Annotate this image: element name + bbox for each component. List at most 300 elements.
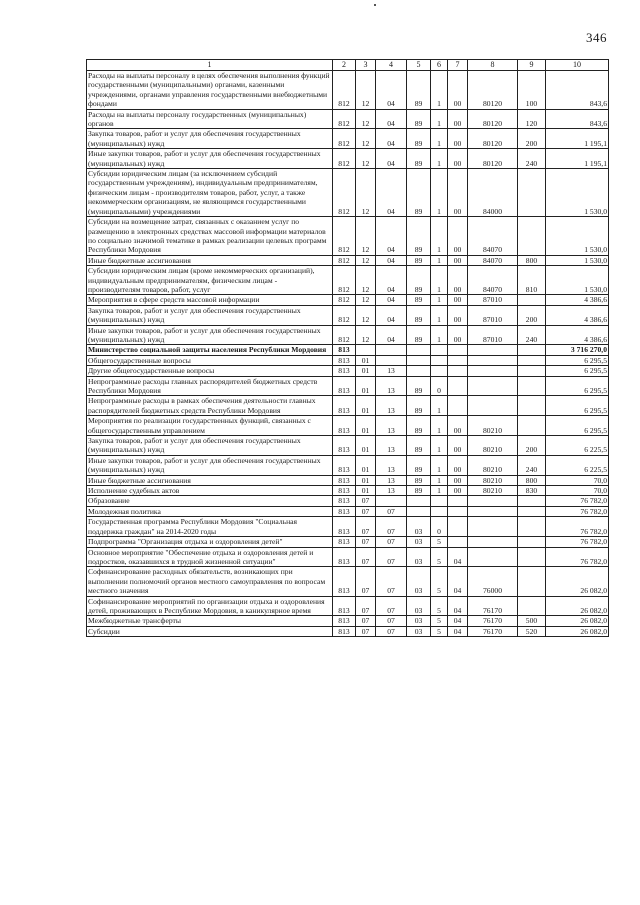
- code-event: [448, 376, 468, 396]
- item-name: Субсидии на возмещение затрат, связанных с оказанием услуг по размещению в электронных средствах массовой информации материалов по социально значимой тематике в рамках реализации целевых программ Республики Мордовия: [87, 217, 333, 256]
- col-header: 9: [518, 60, 546, 71]
- code-direction: 76170: [468, 596, 518, 616]
- code-ministry: 812: [333, 255, 356, 265]
- code-program: 03: [407, 547, 431, 567]
- code-section: 01: [356, 376, 376, 396]
- col-header: 7: [448, 60, 468, 71]
- item-name: Мероприятия в сфере средств массовой информации: [87, 295, 333, 305]
- code-ministry: 812: [333, 325, 356, 345]
- code-event: 00: [448, 169, 468, 217]
- code-ministry: 812: [333, 305, 356, 325]
- code-program: 89: [407, 325, 431, 345]
- code-direction: 80210: [468, 475, 518, 485]
- amount: 3 716 270,0: [546, 345, 609, 355]
- code-subprogram: 1: [431, 129, 448, 149]
- code-direction: 76170: [468, 616, 518, 626]
- amount: 1 530,0: [546, 255, 609, 265]
- code-ministry: 812: [333, 266, 356, 295]
- table-row: [87, 255, 609, 265]
- code-subprogram: 1: [431, 436, 448, 456]
- code-program: [407, 345, 431, 355]
- code-event: 00: [448, 149, 468, 169]
- code-section: 07: [356, 506, 376, 516]
- code-ministry: 813: [333, 396, 356, 416]
- code-direction: 84070: [468, 255, 518, 265]
- code-section: 12: [356, 325, 376, 345]
- code-subprogram: 5: [431, 616, 448, 626]
- item-name: Иные закупки товаров, работ и услуг для обеспечения государственных (муниципальных) нужд: [87, 455, 333, 475]
- item-name: Мероприятия по реализации государственных функций, связанных с общегосударственным управлением: [87, 416, 333, 436]
- code-subsection: 07: [376, 567, 407, 596]
- amount: 6 225,5: [546, 436, 609, 456]
- amount: 1 195,1: [546, 149, 609, 169]
- code-program: 89: [407, 295, 431, 305]
- code-program: 89: [407, 217, 431, 256]
- code-program: 89: [407, 416, 431, 436]
- code-direction: 80210: [468, 436, 518, 456]
- code-direction: 80120: [468, 71, 518, 110]
- code-subprogram: 1: [431, 305, 448, 325]
- code-section: 07: [356, 537, 376, 547]
- col-header: 2: [333, 60, 356, 71]
- code-expense-type: [518, 506, 546, 516]
- code-subprogram: 1: [431, 416, 448, 436]
- table-row: [87, 149, 609, 169]
- item-name: Молодежная политика: [87, 506, 333, 516]
- code-direction: [468, 396, 518, 416]
- code-program: [407, 496, 431, 506]
- code-program: 89: [407, 455, 431, 475]
- item-name: Исполнение судебных актов: [87, 486, 333, 496]
- code-section: 01: [356, 455, 376, 475]
- amount: 843,6: [546, 71, 609, 110]
- code-section: 12: [356, 129, 376, 149]
- code-ministry: 813: [333, 596, 356, 616]
- table-row: [87, 496, 609, 506]
- code-ministry: 812: [333, 169, 356, 217]
- code-subprogram: [431, 366, 448, 376]
- code-subsection: 07: [376, 547, 407, 567]
- code-subsection: 04: [376, 129, 407, 149]
- code-program: 03: [407, 517, 431, 537]
- table-row: [87, 71, 609, 110]
- code-expense-type: [518, 295, 546, 305]
- col-header: 4: [376, 60, 407, 71]
- code-subprogram: 0: [431, 376, 448, 396]
- code-subsection: 13: [376, 416, 407, 436]
- code-event: [448, 517, 468, 537]
- code-direction: 80120: [468, 109, 518, 129]
- code-program: 89: [407, 169, 431, 217]
- item-name: Расходы на выплаты персоналу в целях обеспечения выполнения функций государственными (муниципальными) органами, казенными учреждениями, органами управления государственными внебюджетными фондами: [87, 71, 333, 110]
- code-ministry: 813: [333, 506, 356, 516]
- amount: 76 782,0: [546, 517, 609, 537]
- code-expense-type: [518, 567, 546, 596]
- amount: 1 530,0: [546, 266, 609, 295]
- item-name: Государственная программа Республики Мордовия "Социальная поддержка граждан" на 2014-2020 годы: [87, 517, 333, 537]
- code-ministry: 812: [333, 149, 356, 169]
- code-event: 00: [448, 455, 468, 475]
- code-ministry: 813: [333, 567, 356, 596]
- table-row: [87, 626, 609, 636]
- code-expense-type: 810: [518, 266, 546, 295]
- code-expense-type: [518, 396, 546, 416]
- code-direction: 84070: [468, 266, 518, 295]
- code-ministry: 813: [333, 355, 356, 365]
- code-ministry: 813: [333, 376, 356, 396]
- code-section: 12: [356, 266, 376, 295]
- amount: 26 082,0: [546, 616, 609, 626]
- table-row: [87, 129, 609, 149]
- code-subsection: 13: [376, 366, 407, 376]
- amount: 26 082,0: [546, 626, 609, 636]
- table-row: [87, 436, 609, 456]
- code-ministry: 813: [333, 616, 356, 626]
- code-direction: [468, 345, 518, 355]
- code-section: 01: [356, 366, 376, 376]
- item-name: Субсидии: [87, 626, 333, 636]
- code-event: 00: [448, 436, 468, 456]
- code-ministry: 813: [333, 455, 356, 475]
- code-event: 00: [448, 129, 468, 149]
- table-row: [87, 567, 609, 596]
- item-name: Иные бюджетные ассигнования: [87, 255, 333, 265]
- code-subsection: 13: [376, 436, 407, 456]
- col-header: 1: [87, 60, 333, 71]
- code-ministry: 812: [333, 129, 356, 149]
- code-program: 89: [407, 109, 431, 129]
- code-subsection: 04: [376, 71, 407, 110]
- code-subsection: 04: [376, 305, 407, 325]
- code-event: [448, 496, 468, 506]
- code-section: 07: [356, 517, 376, 537]
- code-subsection: 13: [376, 396, 407, 416]
- code-direction: 80210: [468, 486, 518, 496]
- code-subsection: [376, 345, 407, 355]
- code-subprogram: 1: [431, 396, 448, 416]
- amount: 76 782,0: [546, 547, 609, 567]
- code-subsection: 07: [376, 626, 407, 636]
- code-subsection: 04: [376, 295, 407, 305]
- table-row: [87, 355, 609, 365]
- code-section: [356, 345, 376, 355]
- code-expense-type: [518, 517, 546, 537]
- header-row: [87, 60, 609, 71]
- code-section: 12: [356, 71, 376, 110]
- code-expense-type: 800: [518, 255, 546, 265]
- code-subprogram: 0: [431, 517, 448, 537]
- table-row: [87, 305, 609, 325]
- code-ministry: 813: [333, 547, 356, 567]
- amount: 1 195,1: [546, 129, 609, 149]
- code-expense-type: 240: [518, 455, 546, 475]
- amount: 4 386,6: [546, 295, 609, 305]
- code-expense-type: [518, 366, 546, 376]
- code-subprogram: 5: [431, 537, 448, 547]
- code-section: 01: [356, 355, 376, 365]
- table-row: [87, 295, 609, 305]
- code-direction: 84000: [468, 169, 518, 217]
- code-program: 03: [407, 596, 431, 616]
- code-direction: [468, 496, 518, 506]
- code-section: 07: [356, 626, 376, 636]
- code-program: 89: [407, 71, 431, 110]
- code-subprogram: 1: [431, 475, 448, 485]
- code-subsection: [376, 496, 407, 506]
- code-subsection: 07: [376, 616, 407, 626]
- code-section: 07: [356, 596, 376, 616]
- amount: 1 530,0: [546, 217, 609, 256]
- code-program: [407, 506, 431, 516]
- code-program: 89: [407, 255, 431, 265]
- code-subprogram: [431, 496, 448, 506]
- table-row: [87, 325, 609, 345]
- code-direction: 87010: [468, 305, 518, 325]
- code-section: 07: [356, 616, 376, 626]
- code-subsection: 04: [376, 217, 407, 256]
- code-program: 89: [407, 475, 431, 485]
- code-section: 07: [356, 496, 376, 506]
- code-expense-type: 800: [518, 475, 546, 485]
- code-subprogram: 1: [431, 325, 448, 345]
- code-section: 01: [356, 475, 376, 485]
- code-event: [448, 345, 468, 355]
- code-event: 00: [448, 486, 468, 496]
- table-row: [87, 547, 609, 567]
- code-section: 12: [356, 255, 376, 265]
- code-direction: [468, 517, 518, 537]
- table-row: [87, 517, 609, 537]
- code-subprogram: 1: [431, 169, 448, 217]
- code-direction: [468, 547, 518, 567]
- code-event: 00: [448, 475, 468, 485]
- code-expense-type: [518, 416, 546, 436]
- table-row: [87, 217, 609, 256]
- code-program: [407, 355, 431, 365]
- item-name: Министерство социальной защиты населения Республики Мордовия: [87, 345, 333, 355]
- code-expense-type: 200: [518, 436, 546, 456]
- code-ministry: 812: [333, 217, 356, 256]
- code-subprogram: [431, 345, 448, 355]
- amount: 6 295,5: [546, 416, 609, 436]
- code-expense-type: [518, 547, 546, 567]
- code-program: 89: [407, 376, 431, 396]
- code-expense-type: 100: [518, 71, 546, 110]
- code-section: 12: [356, 305, 376, 325]
- code-subprogram: [431, 355, 448, 365]
- code-section: 01: [356, 416, 376, 436]
- code-ministry: 813: [333, 517, 356, 537]
- code-program: 89: [407, 149, 431, 169]
- code-expense-type: [518, 217, 546, 256]
- amount: 70,0: [546, 475, 609, 485]
- amount: 70,0: [546, 486, 609, 496]
- code-ministry: 813: [333, 475, 356, 485]
- item-name: Непрограммные расходы главных распорядителей бюджетных средств Республики Мордовия: [87, 376, 333, 396]
- amount: 6 295,5: [546, 376, 609, 396]
- code-direction: 80120: [468, 129, 518, 149]
- code-subsection: 04: [376, 255, 407, 265]
- code-program: 89: [407, 266, 431, 295]
- amount: 6 295,5: [546, 396, 609, 416]
- col-header: 6: [431, 60, 448, 71]
- code-subsection: 04: [376, 149, 407, 169]
- code-subprogram: 1: [431, 71, 448, 110]
- item-name: Софинансирование мероприятий по организации отдыха и оздоровления детей, проживающих в Республике Мордовия, в каникулярное время: [87, 596, 333, 616]
- code-event: 04: [448, 616, 468, 626]
- amount: 843,6: [546, 109, 609, 129]
- col-header: 10: [546, 60, 609, 71]
- code-direction: 87010: [468, 325, 518, 345]
- code-ministry: 813: [333, 436, 356, 456]
- code-ministry: 813: [333, 345, 356, 355]
- code-expense-type: 200: [518, 129, 546, 149]
- item-name: Иные закупки товаров, работ и услуг для обеспечения государственных (муниципальных) нужд: [87, 149, 333, 169]
- col-header: 3: [356, 60, 376, 71]
- item-name: Иные бюджетные ассигнования: [87, 475, 333, 485]
- item-name: Подпрограмма "Организация отдыха и оздоровления детей": [87, 537, 333, 547]
- code-ministry: 813: [333, 537, 356, 547]
- code-section: 01: [356, 486, 376, 496]
- code-subprogram: 1: [431, 255, 448, 265]
- col-header: 8: [468, 60, 518, 71]
- code-subsection: 07: [376, 596, 407, 616]
- code-section: 12: [356, 217, 376, 256]
- code-section: 07: [356, 567, 376, 596]
- code-event: 00: [448, 416, 468, 436]
- scan-speck: [374, 4, 376, 6]
- code-expense-type: [518, 355, 546, 365]
- table-row: [87, 416, 609, 436]
- code-event: [448, 396, 468, 416]
- code-expense-type: 200: [518, 305, 546, 325]
- code-ministry: 813: [333, 496, 356, 506]
- code-subsection: 04: [376, 109, 407, 129]
- code-program: 89: [407, 486, 431, 496]
- code-event: [448, 506, 468, 516]
- code-subsection: 13: [376, 455, 407, 475]
- code-subsection: 13: [376, 475, 407, 485]
- code-subprogram: 5: [431, 547, 448, 567]
- item-name: Образование: [87, 496, 333, 506]
- code-direction: [468, 366, 518, 376]
- code-subprogram: 1: [431, 295, 448, 305]
- code-expense-type: 120: [518, 109, 546, 129]
- code-event: 04: [448, 547, 468, 567]
- amount: 76 782,0: [546, 537, 609, 547]
- item-name: Субсидии юридическим лицам (кроме некоммерческих организаций), индивидуальным предпринимателям, физическим лицам - производителям товаров, работ, услуг: [87, 266, 333, 295]
- code-subsection: 04: [376, 266, 407, 295]
- code-event: [448, 355, 468, 365]
- code-direction: [468, 537, 518, 547]
- code-section: 01: [356, 436, 376, 456]
- code-event: 00: [448, 109, 468, 129]
- code-expense-type: 240: [518, 325, 546, 345]
- code-section: 12: [356, 109, 376, 129]
- item-name: Закупка товаров, работ и услуг для обеспечения государственных (муниципальных) нужд: [87, 436, 333, 456]
- code-subsection: [376, 355, 407, 365]
- code-event: 00: [448, 71, 468, 110]
- code-subsection: 07: [376, 517, 407, 537]
- code-expense-type: 240: [518, 149, 546, 169]
- code-section: 12: [356, 149, 376, 169]
- table-row: [87, 616, 609, 626]
- code-subsection: 13: [376, 486, 407, 496]
- table-row: [87, 486, 609, 496]
- code-event: 00: [448, 255, 468, 265]
- item-name: Иные закупки товаров, работ и услуг для обеспечения государственных (муниципальных) нужд: [87, 325, 333, 345]
- code-event: [448, 366, 468, 376]
- amount: 26 082,0: [546, 567, 609, 596]
- code-direction: 84070: [468, 217, 518, 256]
- amount: 76 782,0: [546, 506, 609, 516]
- code-direction: [468, 355, 518, 365]
- code-event: 00: [448, 305, 468, 325]
- code-program: 03: [407, 567, 431, 596]
- code-program: 89: [407, 129, 431, 149]
- code-subsection: 07: [376, 537, 407, 547]
- code-program: [407, 366, 431, 376]
- amount: 26 082,0: [546, 596, 609, 616]
- code-subprogram: 1: [431, 149, 448, 169]
- code-event: 04: [448, 567, 468, 596]
- table-row: [87, 506, 609, 516]
- item-name: Субсидии юридическим лицам (за исключением субсидий государственным учреждениям), индивидуальным предпринимателям, физическим лицам - производителям товаров, работ, услуг, а также некоммерческим организациям, не являющимся государственными (муниципальными) учреждениями: [87, 169, 333, 217]
- table-row: [87, 596, 609, 616]
- item-name: Закупка товаров, работ и услуг для обеспечения государственных (муниципальных) нужд: [87, 305, 333, 325]
- code-program: 03: [407, 616, 431, 626]
- item-name: Межбюджетные трансферты: [87, 616, 333, 626]
- item-name: Закупка товаров, работ и услуг для обеспечения государственных (муниципальных) нужд: [87, 129, 333, 149]
- code-expense-type: [518, 496, 546, 506]
- code-subprogram: 1: [431, 217, 448, 256]
- amount: 6 295,5: [546, 355, 609, 365]
- code-section: 12: [356, 295, 376, 305]
- code-subprogram: 1: [431, 266, 448, 295]
- item-name: Расходы на выплаты персоналу государственных (муниципальных) органов: [87, 109, 333, 129]
- col-header: 5: [407, 60, 431, 71]
- code-ministry: 813: [333, 626, 356, 636]
- code-expense-type: [518, 345, 546, 355]
- code-program: 03: [407, 537, 431, 547]
- code-program: 89: [407, 305, 431, 325]
- code-expense-type: 500: [518, 616, 546, 626]
- code-subprogram: 1: [431, 455, 448, 475]
- code-direction: 80210: [468, 455, 518, 475]
- table-row: [87, 345, 609, 355]
- code-subsection: 04: [376, 325, 407, 345]
- amount: 4 386,6: [546, 325, 609, 345]
- code-event: [448, 537, 468, 547]
- code-ministry: 813: [333, 486, 356, 496]
- item-name: Другие общегосударственные вопросы: [87, 366, 333, 376]
- code-subprogram: 1: [431, 109, 448, 129]
- table-row: [87, 376, 609, 396]
- code-ministry: 812: [333, 295, 356, 305]
- code-expense-type: [518, 596, 546, 616]
- code-event: 00: [448, 325, 468, 345]
- code-section: 07: [356, 547, 376, 567]
- item-name: Общегосударственные вопросы: [87, 355, 333, 365]
- code-subprogram: 1: [431, 486, 448, 496]
- code-expense-type: [518, 537, 546, 547]
- code-direction: 80120: [468, 149, 518, 169]
- code-section: 12: [356, 169, 376, 217]
- table-body: [87, 71, 609, 637]
- code-program: 03: [407, 626, 431, 636]
- code-event: 04: [448, 596, 468, 616]
- table-row: [87, 455, 609, 475]
